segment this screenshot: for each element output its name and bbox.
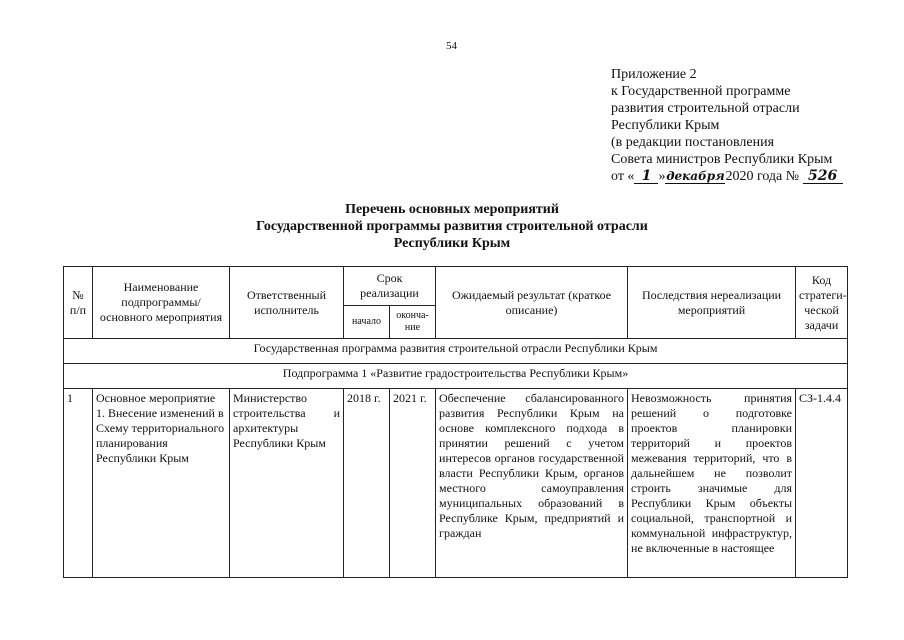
appendix-line: Республики Крым [611,118,720,133]
program-title: Государственная программа развития строительной отрасли Республики Крым [64,339,848,364]
program-row [64,339,848,364]
cell-end: 2021 г. [390,389,436,578]
cell-code: СЗ-1.4.4 [796,389,848,578]
appendix-line: к Государственной программе [611,84,791,99]
header-consequences: Последствия нереализации мероприятий [628,267,796,339]
subprogram-title: Подпрограмма 1 «Развитие градостроительства Республики Крым» [64,364,848,389]
appendix-line: развития строительной отрасли [611,101,800,116]
appendix-line: (в редакции постановления [611,135,775,150]
appendix-line: Приложение 2 [611,67,697,82]
measures-table [63,266,848,578]
page-number: 54 [446,40,457,52]
appendix-date-line [611,168,843,185]
subprogram-row [64,364,848,389]
cell-start: 2018 г. [344,389,390,578]
appendix-block [611,66,843,185]
cell-num: 1 [64,389,93,578]
title-line: Перечень основных мероприятий [345,202,559,217]
header-num: № п/п [64,267,93,339]
header-result: Ожидаемый результат (краткое описание) [436,267,628,339]
header-period: Срок реализации [344,267,436,306]
appendix-line: Совета министров Республики Крым [611,152,833,167]
header-code: Код стратеги-ческой задачи [796,267,848,339]
date-year: 2020 года № [725,169,800,184]
date-sep: » [658,169,666,184]
header-responsible: Ответственный исполнитель [230,267,344,339]
title-line: Республики Крым [393,236,511,251]
date-day: 1 [634,169,658,184]
header-end: оконча-ние [390,306,436,339]
cell-name: Основное мероприятие 1. Внесение изменений в Схему территориального планирования Республики Крым [93,389,230,578]
date-prefix: от « [611,169,635,184]
cell-result: Обеспечение сбалансированного развития Республики Крым на основе комплексного подхода в принятии решений с учетом интересов органов государственной власти Республики Крым, органов местного самоуправления муниципальных образований в Республике Крым, предприятий и граждан [436,389,628,578]
document-title [0,201,904,252]
header-name: Наименование подпрограммы/ основного мероприятия [93,267,230,339]
title-line: Государственной программы развития строительной отрасли [256,219,648,234]
doc-number: 526 [803,169,843,184]
table-row [64,389,848,578]
cell-consequences: Невозможность принятия решений о подготовке проектов планировки территорий и проектов межевания территорий, что в дальнейшем не позволит строить значимые для Республики Крым объекты социальной, транспортной и коммунальной инфраструктур, не включенные в настоящее [628,389,796,578]
header-start: начало [344,306,390,339]
cell-responsible: Министерство строительства и архитектуры Республики Крым [230,389,344,578]
date-month: декабря [666,169,725,183]
header-row [64,267,848,306]
